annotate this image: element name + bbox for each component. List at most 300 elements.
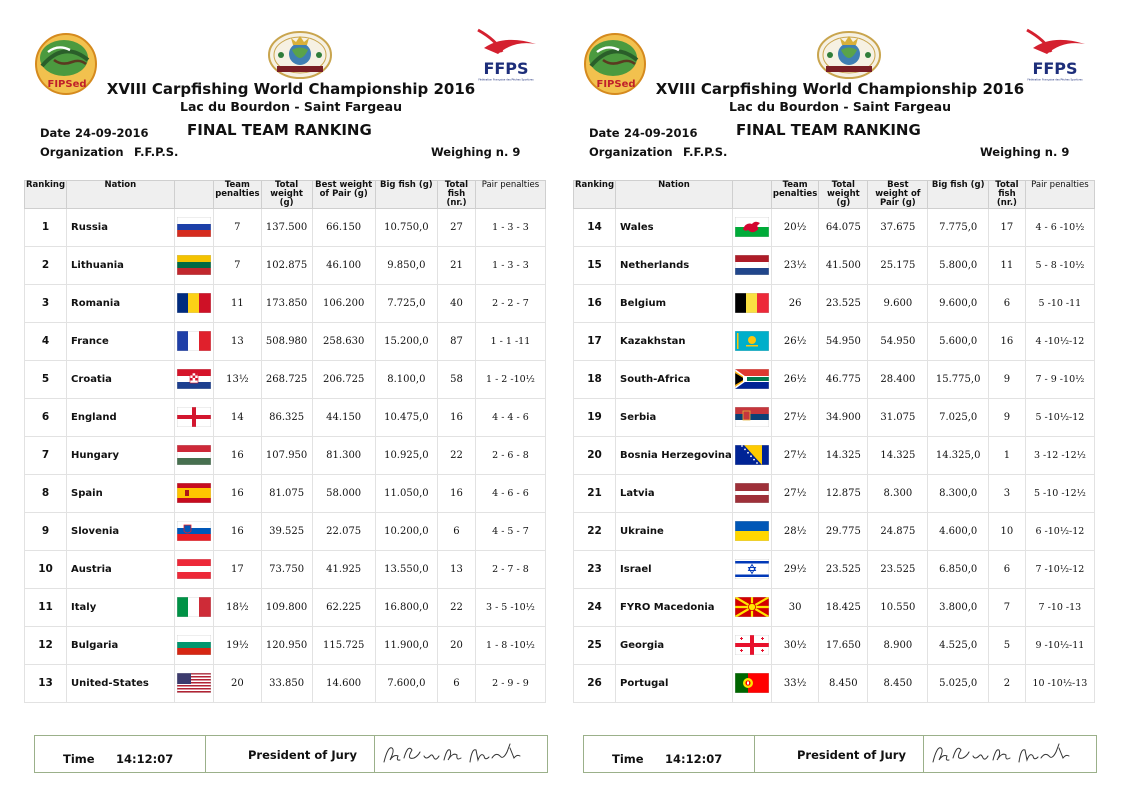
flag-ukraine-icon <box>735 521 769 541</box>
time-value: 14:12:07 <box>116 752 174 766</box>
flag-kazakhstan-icon <box>735 331 769 351</box>
total-fish-cell: 6 <box>438 512 476 550</box>
flag-slovenia-icon <box>177 521 211 541</box>
time-label: Time <box>612 752 644 766</box>
table-row <box>574 550 1095 588</box>
total-weight-cell: 81.075 <box>261 474 312 512</box>
total-weight-cell: 268.725 <box>261 360 312 398</box>
big-fish-cell: 10.475,0 <box>375 398 437 436</box>
flag-england-icon <box>177 407 211 427</box>
nation-cell: Netherlands <box>616 246 733 284</box>
team-penalties-cell: 33½ <box>771 664 818 702</box>
flag-macedonia-icon <box>735 597 769 617</box>
best-weight-cell: 37.675 <box>868 208 928 246</box>
ffps-logo <box>472 28 540 82</box>
pair-penalties-cell: 1 - 1 -11 <box>475 322 545 360</box>
big-fish-cell: 13.550,0 <box>375 550 437 588</box>
team-penalties-cell: 16 <box>214 474 261 512</box>
big-fish-cell: 15.775,0 <box>928 360 989 398</box>
total-weight-cell: 137.500 <box>261 208 312 246</box>
table-row <box>574 208 1095 246</box>
date-value: 24-09-2016 <box>75 126 149 140</box>
total-weight-cell: 39.525 <box>261 512 312 550</box>
col-team-penalties: Team penalties <box>214 181 261 209</box>
col-ranking: Ranking <box>574 181 616 209</box>
nation-cell: Russia <box>67 208 175 246</box>
total-fish-cell: 1 <box>989 436 1026 474</box>
best-weight-cell: 258.630 <box>312 322 375 360</box>
nation-cell: Wales <box>616 208 733 246</box>
total-weight-cell: 23.525 <box>819 284 868 322</box>
pair-penalties-cell: 4 - 6 -10½ <box>1025 208 1094 246</box>
flag-bulgaria-icon <box>177 635 211 655</box>
flag-netherlands-icon <box>735 255 769 275</box>
nation-cell: Austria <box>67 550 175 588</box>
table-row <box>25 512 546 550</box>
total-fish-cell: 22 <box>438 588 476 626</box>
big-fish-cell: 16.800,0 <box>375 588 437 626</box>
nation-cell: Lithuania <box>67 246 175 284</box>
col-pair-penalties: Pair penalties <box>1025 181 1094 209</box>
best-weight-cell: 24.875 <box>868 512 928 550</box>
weighing-number: Weighing n. 9 <box>980 145 1070 159</box>
flag-israel-icon <box>735 559 769 579</box>
flag-cell <box>732 322 771 360</box>
nation-cell: Bosnia Herzegovina <box>616 436 733 474</box>
col-nation: Nation <box>616 181 733 209</box>
table-row <box>574 322 1095 360</box>
big-fish-cell: 6.850,0 <box>928 550 989 588</box>
rank-cell: 21 <box>574 474 616 512</box>
pair-penalties-cell: 7 -10 -13 <box>1025 588 1094 626</box>
team-penalties-cell: 7 <box>214 208 261 246</box>
nation-cell: Portugal <box>616 664 733 702</box>
best-weight-cell: 28.400 <box>868 360 928 398</box>
team-penalties-cell: 18½ <box>214 588 261 626</box>
team-penalties-cell: 27½ <box>771 436 818 474</box>
rank-cell: 24 <box>574 588 616 626</box>
team-penalties-cell: 27½ <box>771 474 818 512</box>
table-row <box>25 664 546 702</box>
flag-cell <box>174 626 214 664</box>
rank-cell: 5 <box>25 360 67 398</box>
table-row <box>574 664 1095 702</box>
fipsed-logo-text: FIPSed <box>47 79 87 90</box>
ranking-table <box>573 180 1095 703</box>
flag-cell <box>174 588 214 626</box>
big-fish-cell: 5.025,0 <box>928 664 989 702</box>
table-row <box>574 398 1095 436</box>
total-fish-cell: 17 <box>989 208 1026 246</box>
fips-logo <box>816 28 882 80</box>
championship-title: XVIII Carpfishing World Championship 2016 <box>106 80 476 98</box>
pair-penalties-cell: 7 - 9 -10½ <box>1025 360 1094 398</box>
flag-france-icon <box>177 331 211 351</box>
rank-cell: 25 <box>574 626 616 664</box>
flag-italy-icon <box>177 597 211 617</box>
rank-cell: 13 <box>25 664 67 702</box>
big-fish-cell: 9.850,0 <box>375 246 437 284</box>
best-weight-cell: 41.925 <box>312 550 375 588</box>
flag-cell <box>732 664 771 702</box>
pair-penalties-cell: 2 - 6 - 8 <box>475 436 545 474</box>
flag-cell <box>732 474 771 512</box>
table-row <box>574 360 1095 398</box>
table-row <box>574 626 1095 664</box>
table-row <box>25 474 546 512</box>
best-weight-cell: 10.550 <box>868 588 928 626</box>
total-fish-cell: 22 <box>438 436 476 474</box>
pair-penalties-cell: 4 -10½-12 <box>1025 322 1094 360</box>
flag-cell <box>174 512 214 550</box>
total-weight-cell: 14.325 <box>819 436 868 474</box>
rank-cell: 19 <box>574 398 616 436</box>
best-weight-cell: 54.950 <box>868 322 928 360</box>
big-fish-cell: 8.100,0 <box>375 360 437 398</box>
big-fish-cell: 8.300,0 <box>928 474 989 512</box>
pair-penalties-cell: 9 -10½-11 <box>1025 626 1094 664</box>
total-fish-cell: 16 <box>438 398 476 436</box>
big-fish-cell: 10.925,0 <box>375 436 437 474</box>
pair-penalties-cell: 7 -10½-12 <box>1025 550 1094 588</box>
pair-penalties-cell: 1 - 3 - 3 <box>475 246 545 284</box>
table-row <box>574 512 1095 550</box>
big-fish-cell: 5.600,0 <box>928 322 989 360</box>
nation-cell: Romania <box>67 284 175 322</box>
rank-cell: 17 <box>574 322 616 360</box>
total-weight-cell: 102.875 <box>261 246 312 284</box>
organization-label: Organization <box>589 145 673 159</box>
nation-cell: Ukraine <box>616 512 733 550</box>
organization-label: Organization <box>40 145 124 159</box>
pair-penalties-cell: 3 - 5 -10½ <box>475 588 545 626</box>
total-fish-cell: 58 <box>438 360 476 398</box>
team-penalties-cell: 13½ <box>214 360 261 398</box>
flag-austria-icon <box>177 559 211 579</box>
flag-cell <box>174 436 214 474</box>
big-fish-cell: 7.025,0 <box>928 398 989 436</box>
page-title: FINAL TEAM RANKING <box>187 121 372 139</box>
rank-cell: 20 <box>574 436 616 474</box>
team-penalties-cell: 19½ <box>214 626 261 664</box>
nation-cell: Bulgaria <box>67 626 175 664</box>
total-fish-cell: 16 <box>438 474 476 512</box>
rank-cell: 9 <box>25 512 67 550</box>
team-penalties-cell: 23½ <box>771 246 818 284</box>
fips-logo <box>267 28 333 80</box>
best-weight-cell: 66.150 <box>312 208 375 246</box>
rank-cell: 4 <box>25 322 67 360</box>
team-penalties-cell: 26 <box>771 284 818 322</box>
flag-latvia-icon <box>735 483 769 503</box>
rank-cell: 8 <box>25 474 67 512</box>
total-weight-cell: 109.800 <box>261 588 312 626</box>
flag-cell <box>174 284 214 322</box>
flag-cell <box>174 360 214 398</box>
flag-hungary-icon <box>177 445 211 465</box>
flag-georgia-icon <box>735 635 769 655</box>
pair-penalties-cell: 5 -10½-12 <box>1025 398 1094 436</box>
nation-cell: Croatia <box>67 360 175 398</box>
big-fish-cell: 14.325,0 <box>928 436 989 474</box>
total-weight-cell: 46.775 <box>819 360 868 398</box>
table-header-row <box>25 181 546 209</box>
total-fish-cell: 16 <box>989 322 1026 360</box>
flag-cell <box>174 664 214 702</box>
pair-penalties-cell: 5 - 8 -10½ <box>1025 246 1094 284</box>
total-weight-cell: 54.950 <box>819 322 868 360</box>
ranking-table <box>24 180 546 703</box>
table-row <box>25 550 546 588</box>
best-weight-cell: 9.600 <box>868 284 928 322</box>
best-weight-cell: 8.900 <box>868 626 928 664</box>
flag-portugal-icon <box>735 673 769 693</box>
nation-cell: France <box>67 322 175 360</box>
flag-southafrica-icon <box>735 369 769 389</box>
best-weight-cell: 206.725 <box>312 360 375 398</box>
table-row <box>574 474 1095 512</box>
signature-image <box>378 740 528 770</box>
best-weight-cell: 62.225 <box>312 588 375 626</box>
table-row <box>25 436 546 474</box>
best-weight-cell: 14.325 <box>868 436 928 474</box>
pair-penalties-cell: 5 -10 -11 <box>1025 284 1094 322</box>
team-penalties-cell: 17 <box>214 550 261 588</box>
rank-cell: 11 <box>25 588 67 626</box>
nation-cell: Israel <box>616 550 733 588</box>
flag-cell <box>732 588 771 626</box>
col-ranking: Ranking <box>25 181 67 209</box>
pair-penalties-cell: 4 - 4 - 6 <box>475 398 545 436</box>
total-fish-cell: 3 <box>989 474 1026 512</box>
total-weight-cell: 17.650 <box>819 626 868 664</box>
total-fish-cell: 11 <box>989 246 1026 284</box>
flag-cell <box>732 246 771 284</box>
best-weight-cell: 8.300 <box>868 474 928 512</box>
big-fish-cell: 4.525,0 <box>928 626 989 664</box>
total-fish-cell: 13 <box>438 550 476 588</box>
best-weight-cell: 115.725 <box>312 626 375 664</box>
team-penalties-cell: 7 <box>214 246 261 284</box>
total-weight-cell: 508.980 <box>261 322 312 360</box>
organization-value: F.F.P.S. <box>683 145 728 159</box>
flag-romania-icon <box>177 293 211 313</box>
team-penalties-cell: 30 <box>771 588 818 626</box>
best-weight-cell: 31.075 <box>868 398 928 436</box>
team-penalties-cell: 26½ <box>771 360 818 398</box>
big-fish-cell: 11.050,0 <box>375 474 437 512</box>
table-row <box>25 626 546 664</box>
nation-cell: Serbia <box>616 398 733 436</box>
signature <box>378 740 528 774</box>
table-row <box>574 436 1095 474</box>
team-penalties-cell: 28½ <box>771 512 818 550</box>
team-penalties-cell: 16 <box>214 512 261 550</box>
jury-footer <box>583 735 1097 773</box>
rank-cell: 12 <box>25 626 67 664</box>
col-best-weight: Best weight of Pair (g) <box>868 181 928 209</box>
big-fish-cell: 10.750,0 <box>375 208 437 246</box>
table-row <box>574 246 1095 284</box>
nation-cell: FYRO Macedonia <box>616 588 733 626</box>
championship-title: XVIII Carpfishing World Championship 2016 <box>655 80 1025 98</box>
total-fish-cell: 10 <box>989 512 1026 550</box>
total-weight-cell: 23.525 <box>819 550 868 588</box>
table-row <box>574 588 1095 626</box>
total-fish-cell: 40 <box>438 284 476 322</box>
rank-cell: 3 <box>25 284 67 322</box>
flag-cell <box>732 208 771 246</box>
time-value: 14:12:07 <box>665 752 723 766</box>
ranking-sheet-2 <box>549 0 1115 800</box>
nation-cell: United-States <box>67 664 175 702</box>
big-fish-cell: 10.200,0 <box>375 512 437 550</box>
team-penalties-cell: 29½ <box>771 550 818 588</box>
col-flag <box>732 181 771 209</box>
table-row <box>25 588 546 626</box>
flag-cell <box>174 246 214 284</box>
total-weight-cell: 107.950 <box>261 436 312 474</box>
team-penalties-cell: 30½ <box>771 626 818 664</box>
nation-cell: England <box>67 398 175 436</box>
rank-cell: 26 <box>574 664 616 702</box>
nation-cell: South-Africa <box>616 360 733 398</box>
ffps-logo-text: FFPS <box>483 59 529 78</box>
col-team-penalties: Team penalties <box>771 181 818 209</box>
big-fish-cell: 7.600,0 <box>375 664 437 702</box>
table-row <box>574 284 1095 322</box>
ffps-logo-text: FFPS <box>1032 59 1078 78</box>
col-big-fish: Big fish (g) <box>928 181 989 209</box>
flag-spain-icon <box>177 483 211 503</box>
total-weight-cell: 12.875 <box>819 474 868 512</box>
total-fish-cell: 6 <box>989 550 1026 588</box>
total-fish-cell: 9 <box>989 360 1026 398</box>
pair-penalties-cell: 2 - 7 - 8 <box>475 550 545 588</box>
total-weight-cell: 34.900 <box>819 398 868 436</box>
pair-penalties-cell: 1 - 3 - 3 <box>475 208 545 246</box>
big-fish-cell: 7.725,0 <box>375 284 437 322</box>
rank-cell: 10 <box>25 550 67 588</box>
col-best-weight: Best weight of Pair (g) <box>312 181 375 209</box>
total-weight-cell: 120.950 <box>261 626 312 664</box>
flag-cell <box>732 284 771 322</box>
flag-cell <box>174 398 214 436</box>
big-fish-cell: 15.200,0 <box>375 322 437 360</box>
total-weight-cell: 73.750 <box>261 550 312 588</box>
nation-cell: Georgia <box>616 626 733 664</box>
rank-cell: 7 <box>25 436 67 474</box>
flag-cell <box>732 626 771 664</box>
total-fish-cell: 5 <box>989 626 1026 664</box>
team-penalties-cell: 13 <box>214 322 261 360</box>
flag-bosnia-icon <box>735 445 769 465</box>
table-row <box>25 398 546 436</box>
president-of-jury-label: President of Jury <box>797 748 906 762</box>
pair-penalties-cell: 1 - 8 -10½ <box>475 626 545 664</box>
rank-cell: 18 <box>574 360 616 398</box>
rank-cell: 6 <box>25 398 67 436</box>
big-fish-cell: 9.600,0 <box>928 284 989 322</box>
total-weight-cell: 41.500 <box>819 246 868 284</box>
total-fish-cell: 6 <box>989 284 1026 322</box>
pair-penalties-cell: 6 -10½-12 <box>1025 512 1094 550</box>
pair-penalties-cell: 4 - 5 - 7 <box>475 512 545 550</box>
big-fish-cell: 7.775,0 <box>928 208 989 246</box>
col-big-fish: Big fish (g) <box>375 181 437 209</box>
total-fish-cell: 27 <box>438 208 476 246</box>
big-fish-cell: 11.900,0 <box>375 626 437 664</box>
rank-cell: 15 <box>574 246 616 284</box>
ffps-logo-subtitle: Fédération Française des Pêches Sportives <box>478 78 534 82</box>
table-row <box>25 360 546 398</box>
rank-cell: 2 <box>25 246 67 284</box>
pair-penalties-cell: 1 - 2 -10½ <box>475 360 545 398</box>
flag-cell <box>174 322 214 360</box>
flag-cell <box>732 436 771 474</box>
nation-cell: Belgium <box>616 284 733 322</box>
flag-cell <box>174 208 214 246</box>
flag-cell <box>732 360 771 398</box>
total-weight-cell: 173.850 <box>261 284 312 322</box>
president-of-jury-label: President of Jury <box>248 748 357 762</box>
best-weight-cell: 44.150 <box>312 398 375 436</box>
venue-subtitle: Lac du Bourdon - Saint Fargeau <box>180 99 402 114</box>
pair-penalties-cell: 5 -10 -12½ <box>1025 474 1094 512</box>
total-fish-cell: 9 <box>989 398 1026 436</box>
team-penalties-cell: 26½ <box>771 322 818 360</box>
table-header-row <box>574 181 1095 209</box>
team-penalties-cell: 27½ <box>771 398 818 436</box>
nation-cell: Spain <box>67 474 175 512</box>
total-weight-cell: 64.075 <box>819 208 868 246</box>
total-fish-cell: 20 <box>438 626 476 664</box>
best-weight-cell: 22.075 <box>312 512 375 550</box>
nation-cell: Latvia <box>616 474 733 512</box>
total-weight-cell: 8.450 <box>819 664 868 702</box>
total-fish-cell: 2 <box>989 664 1026 702</box>
col-flag <box>174 181 214 209</box>
col-total-weight: Total weight (g) <box>261 181 312 209</box>
total-weight-cell: 18.425 <box>819 588 868 626</box>
flag-croatia-icon <box>177 369 211 389</box>
rank-cell: 1 <box>25 208 67 246</box>
flag-cell <box>732 398 771 436</box>
date-label: Date <box>40 126 71 140</box>
flag-cell <box>174 474 214 512</box>
total-weight-cell: 33.850 <box>261 664 312 702</box>
total-fish-cell: 87 <box>438 322 476 360</box>
rank-cell: 16 <box>574 284 616 322</box>
pair-penalties-cell: 10 -10½-13 <box>1025 664 1094 702</box>
date-label: Date <box>589 126 620 140</box>
table-row <box>25 246 546 284</box>
flag-wales-icon <box>735 217 769 237</box>
team-penalties-cell: 11 <box>214 284 261 322</box>
flag-cell <box>732 550 771 588</box>
page-title: FINAL TEAM RANKING <box>736 121 921 139</box>
total-weight-cell: 86.325 <box>261 398 312 436</box>
best-weight-cell: 8.450 <box>868 664 928 702</box>
venue-subtitle: Lac du Bourdon - Saint Fargeau <box>729 99 951 114</box>
organization-value: F.F.P.S. <box>134 145 179 159</box>
best-weight-cell: 81.300 <box>312 436 375 474</box>
date-value: 24-09-2016 <box>624 126 698 140</box>
weighing-number: Weighing n. 9 <box>431 145 521 159</box>
fipsed-logo-text: FIPSed <box>596 79 636 90</box>
rank-cell: 14 <box>574 208 616 246</box>
pair-penalties-cell: 3 -12 -12½ <box>1025 436 1094 474</box>
